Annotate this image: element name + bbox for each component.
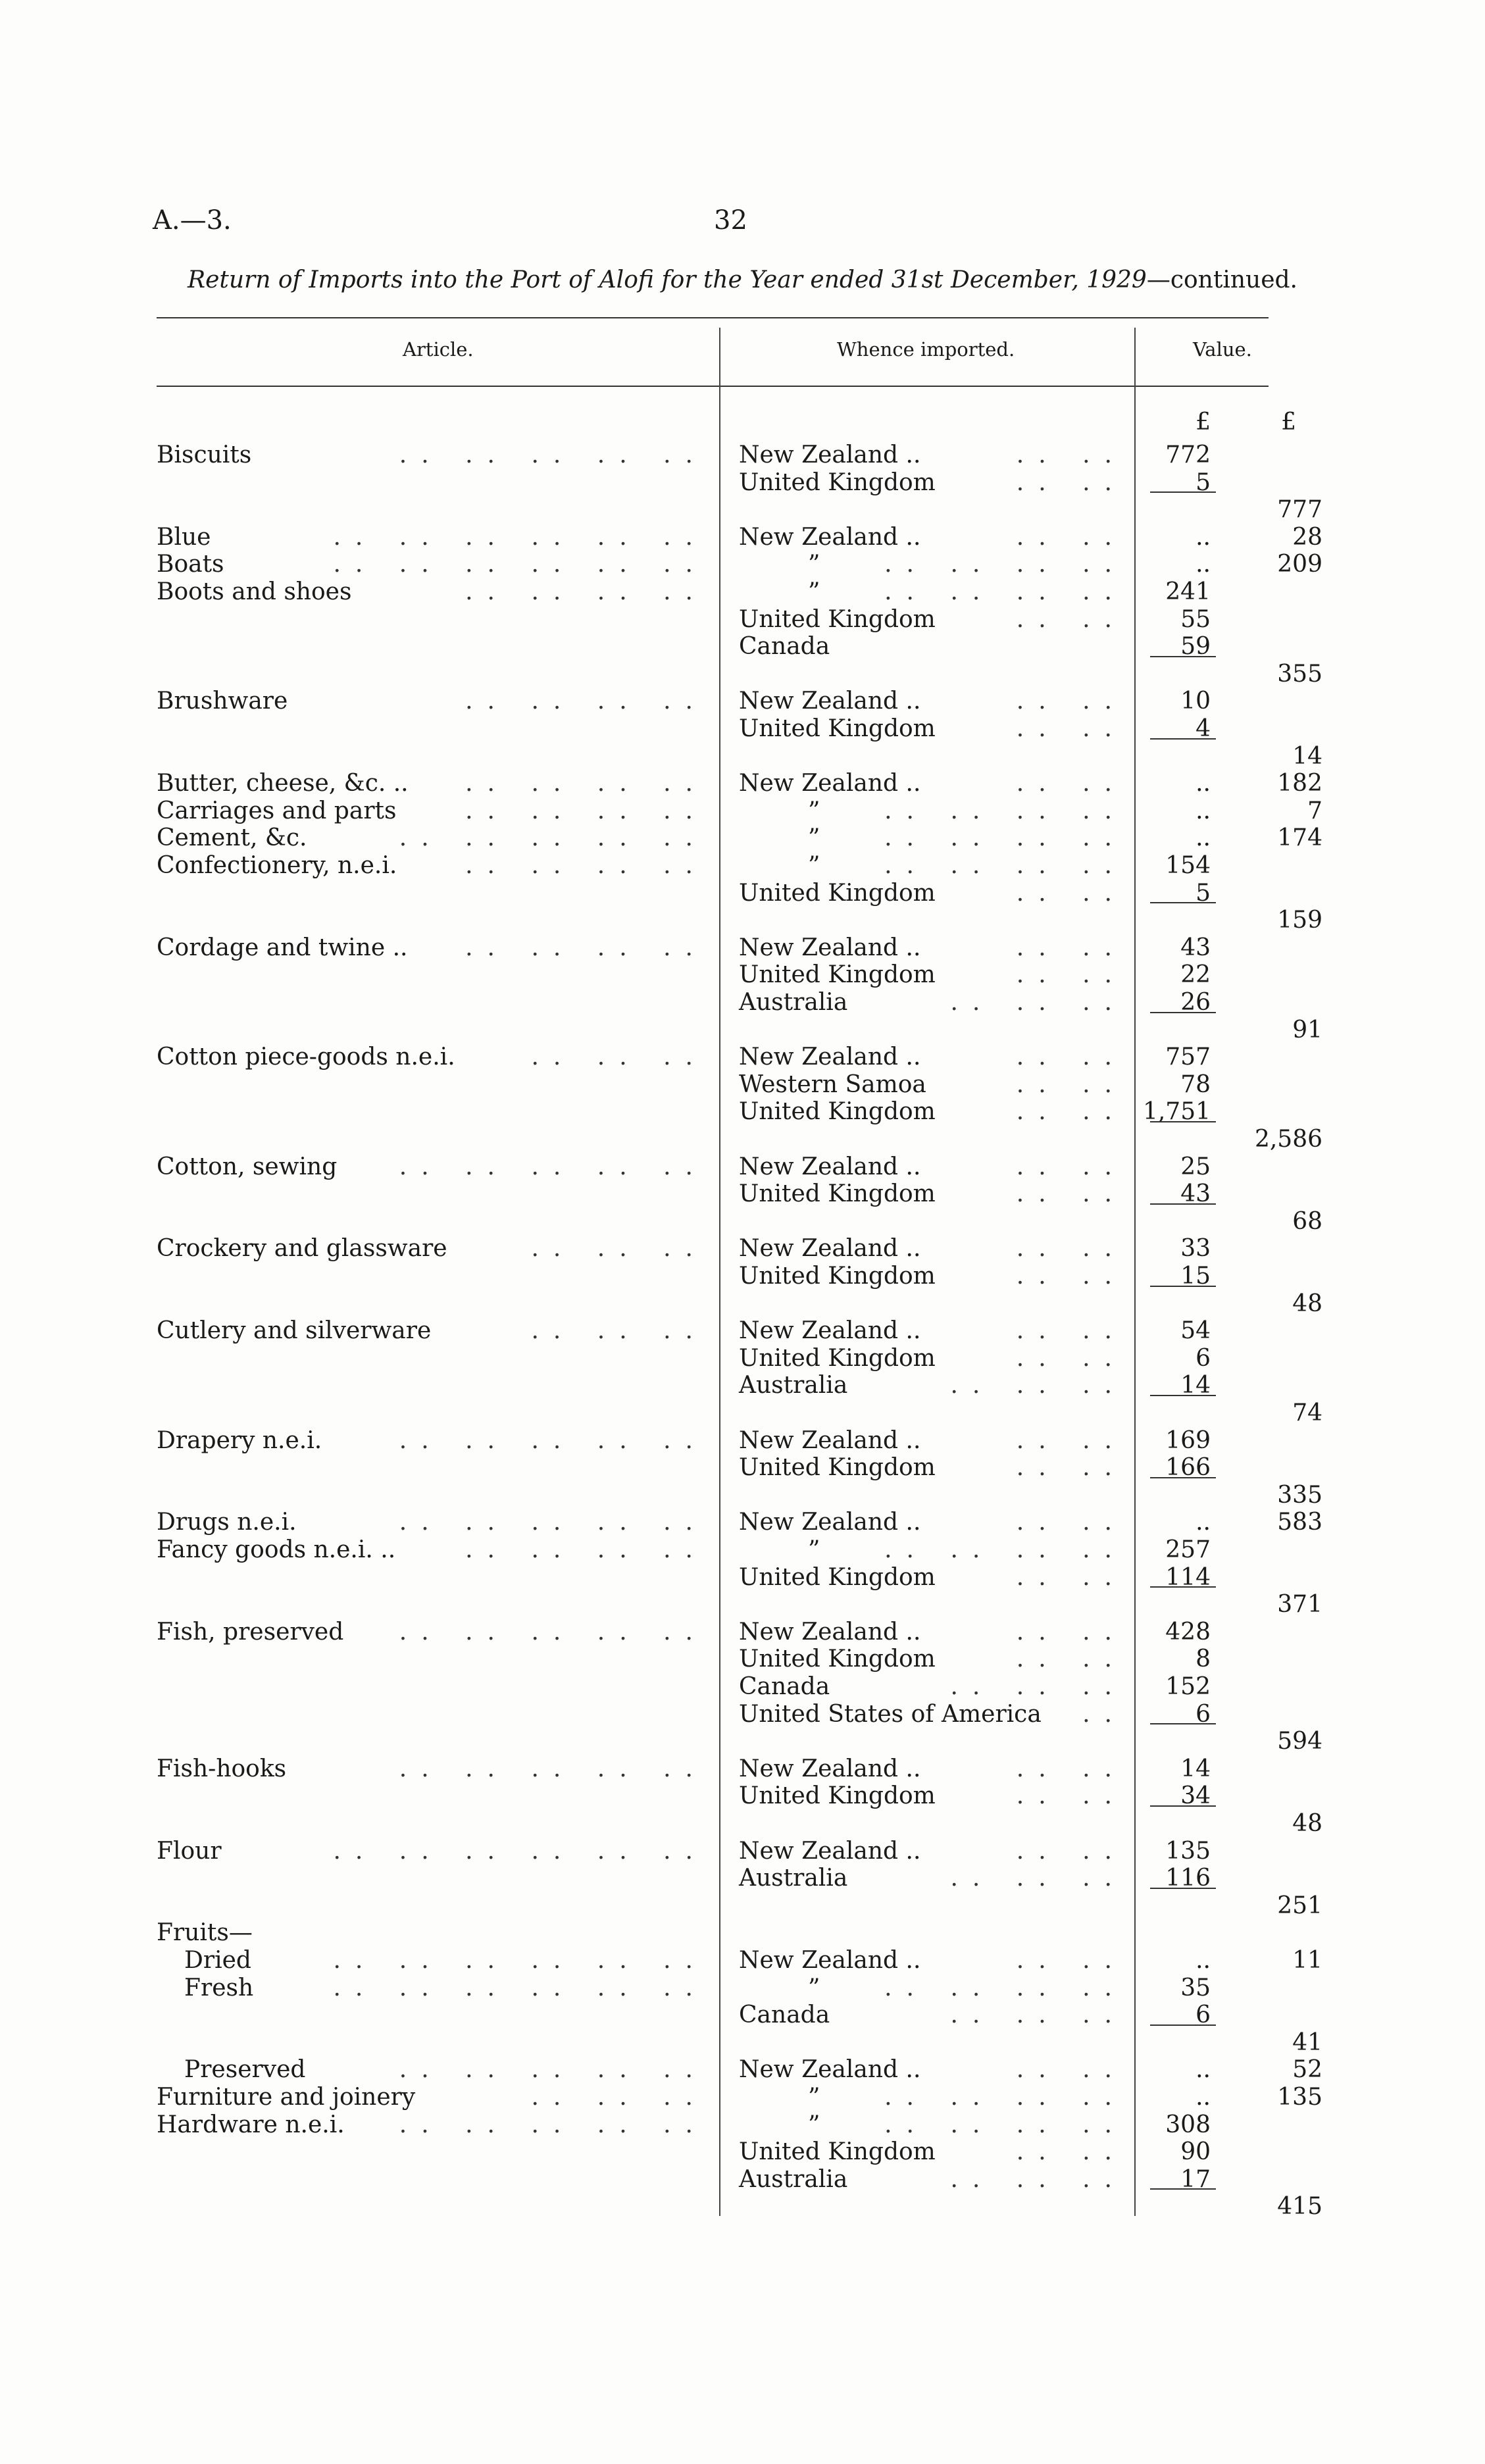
sub-value: .. xyxy=(1196,2084,1211,2111)
sub-value: .. xyxy=(1196,1509,1211,1536)
article-leader-dots: .. .. .. .. .. xyxy=(399,1427,707,1454)
whence-leader-dots: .. .. xyxy=(1016,1427,1126,1454)
total-value: 159 xyxy=(1277,907,1322,934)
whence-leader-dots: .. .. xyxy=(1016,1345,1126,1372)
article-leader-dots: .. .. .. .. xyxy=(465,797,707,824)
total-value: 52 xyxy=(1292,2056,1322,2083)
article-name: Fruits— xyxy=(157,1919,253,1946)
article-name: Hardware n.e.i. xyxy=(157,2111,345,2138)
ditto-mark: ” xyxy=(808,824,820,851)
whence-leader-dots: .. .. .. .. xyxy=(884,2084,1126,2111)
sub-value: 22 xyxy=(1180,961,1211,988)
article-name: Flour xyxy=(157,1838,222,1865)
sub-value: 78 xyxy=(1180,1071,1211,1098)
whence-country: New Zealand .. xyxy=(739,770,921,797)
whence-country: Canada xyxy=(739,2001,830,2028)
document-reference: A.—3. xyxy=(153,205,232,236)
whence-leader-dots: .. .. xyxy=(1016,1098,1126,1125)
whence-country: United Kingdom xyxy=(739,1454,936,1481)
article-name: Carriages and parts xyxy=(157,797,397,824)
whence-leader-dots: .. .. xyxy=(1016,961,1126,988)
sub-value: 14 xyxy=(1180,1372,1211,1399)
total-value: 174 xyxy=(1277,824,1322,851)
total-value: 28 xyxy=(1292,524,1322,551)
whence-country: New Zealand .. xyxy=(739,1619,921,1646)
article-name: Furniture and joinery xyxy=(157,2084,416,2111)
article-name: Preserved xyxy=(184,2056,306,2083)
total-value: 209 xyxy=(1277,551,1322,578)
sub-value: 5 xyxy=(1196,880,1211,907)
article-leader-dots: .. .. .. .. .. xyxy=(399,2111,707,2138)
total-value: 11 xyxy=(1292,1947,1322,1974)
total-value: 777 xyxy=(1277,496,1322,523)
whence-country: Canada xyxy=(739,633,830,660)
sub-value: 14 xyxy=(1180,1755,1211,1782)
column-divider-article xyxy=(719,328,720,2216)
sub-value: .. xyxy=(1196,524,1211,551)
whence-leader-dots: .. .. xyxy=(1016,1153,1126,1180)
whence-leader-dots: .. .. xyxy=(1016,1071,1126,1098)
whence-country: United Kingdom xyxy=(739,1098,936,1125)
whence-country: New Zealand .. xyxy=(739,524,921,551)
subtotal-rule xyxy=(1150,1805,1216,1807)
subtotal-rule xyxy=(1150,1286,1216,1287)
table-title xyxy=(0,266,1485,293)
whence-leader-dots: .. .. xyxy=(1016,770,1126,797)
subtotal-rule xyxy=(1150,738,1216,740)
sub-value: 33 xyxy=(1180,1235,1211,1262)
whence-leader-dots: .. .. .. xyxy=(950,989,1126,1016)
whence-country: United Kingdom xyxy=(739,1263,936,1290)
currency-sub-header: £ xyxy=(1196,409,1211,436)
total-value: 594 xyxy=(1277,1728,1322,1755)
subtotal-rule xyxy=(1150,1395,1216,1396)
whence-country: United Kingdom xyxy=(739,1180,936,1207)
article-name: Dried xyxy=(184,1947,251,1974)
article-name: Fancy goods n.e.i. .. xyxy=(157,1536,396,1563)
sub-value: 55 xyxy=(1180,606,1211,633)
ditto-mark: ” xyxy=(808,2111,820,2138)
sub-value: 26 xyxy=(1180,989,1211,1016)
sub-value: 757 xyxy=(1165,1043,1211,1070)
whence-leader-dots: .. .. xyxy=(1016,1317,1126,1344)
whence-leader-dots: .. .. xyxy=(1016,1180,1126,1207)
ditto-mark: ” xyxy=(808,852,820,879)
whence-country: United Kingdom xyxy=(739,961,936,988)
total-value: 2,586 xyxy=(1254,1126,1322,1153)
article-leader-dots: .. .. .. .. .. xyxy=(399,1755,707,1782)
sub-value: .. xyxy=(1196,797,1211,824)
total-value: 14 xyxy=(1292,743,1322,770)
whence-country: United Kingdom xyxy=(739,2138,936,2165)
sub-value: 116 xyxy=(1165,1865,1211,1892)
subtotal-rule xyxy=(1150,491,1216,493)
whence-leader-dots: .. .. xyxy=(1016,1646,1126,1672)
whence-country: United Kingdom xyxy=(739,606,936,633)
article-name: Boots and shoes xyxy=(157,578,352,605)
whence-leader-dots: .. .. .. .. xyxy=(884,1536,1126,1563)
whence-leader-dots: .. .. .. .. xyxy=(884,578,1126,605)
article-name: Drugs n.e.i. xyxy=(157,1509,297,1536)
column-header-value: Value. xyxy=(1193,338,1252,361)
sub-value: 257 xyxy=(1165,1536,1211,1563)
article-leader-dots: .. .. .. xyxy=(531,2084,707,2111)
total-value: 68 xyxy=(1292,1208,1322,1235)
whence-leader-dots: .. .. .. .. xyxy=(884,2111,1126,2138)
sub-value: 54 xyxy=(1180,1317,1211,1344)
article-leader-dots: .. .. .. xyxy=(531,1317,707,1344)
article-name: Fish-hooks xyxy=(157,1755,287,1782)
whence-leader-dots: .. .. xyxy=(1016,1564,1126,1591)
sub-value: .. xyxy=(1196,824,1211,851)
whence-leader-dots: .. .. xyxy=(1016,715,1126,742)
sub-value: 241 xyxy=(1165,578,1211,605)
sub-value: 114 xyxy=(1165,1564,1211,1591)
sub-value: .. xyxy=(1196,1947,1211,1974)
article-name: Drapery n.e.i. xyxy=(157,1427,322,1454)
total-value: 135 xyxy=(1277,2084,1322,2111)
whence-country: United Kingdom xyxy=(739,1564,936,1591)
article-leader-dots: .. .. .. .. .. xyxy=(399,824,707,851)
subtotal-rule xyxy=(1150,1586,1216,1588)
subtotal-rule xyxy=(1150,1203,1216,1205)
sub-value: 59 xyxy=(1180,633,1211,660)
article-leader-dots: .. .. .. .. xyxy=(465,934,707,961)
whence-country: United States of America xyxy=(739,1701,1042,1728)
subtotal-rule xyxy=(1150,1477,1216,1478)
article-name: Fish, preserved xyxy=(157,1619,344,1646)
article-name: Biscuits xyxy=(157,441,252,468)
total-value: 91 xyxy=(1292,1017,1322,1043)
sub-value: 169 xyxy=(1165,1427,1211,1454)
article-name: Fresh xyxy=(184,1974,254,2001)
article-leader-dots: .. .. .. .. .. .. xyxy=(333,1974,707,2001)
whence-country: New Zealand .. xyxy=(739,1509,921,1536)
sub-value: 43 xyxy=(1180,1180,1211,1207)
article-leader-dots: .. .. .. .. .. xyxy=(399,1153,707,1180)
article-leader-dots: .. .. .. .. xyxy=(465,852,707,879)
article-name: Butter, cheese, &c. .. xyxy=(157,770,409,797)
article-leader-dots: .. .. .. .. .. .. xyxy=(333,1947,707,1974)
whence-country: New Zealand .. xyxy=(739,934,921,961)
whence-leader-dots: .. .. xyxy=(1016,2056,1126,2083)
sub-value: 154 xyxy=(1165,852,1211,879)
total-value: 48 xyxy=(1292,1290,1322,1317)
sub-value: 43 xyxy=(1180,934,1211,961)
total-value: 371 xyxy=(1277,1591,1322,1618)
whence-leader-dots: .. .. .. xyxy=(950,1673,1126,1700)
title-main: Return of Imports into the Port of Alofi for the Year ended 31st December, 1929 xyxy=(187,266,1147,293)
article-leader-dots: .. .. .. .. .. xyxy=(399,2056,707,2083)
title-suffix: —continued. xyxy=(1146,266,1297,293)
whence-leader-dots: .. .. xyxy=(1016,688,1126,715)
subtotal-rule xyxy=(1150,1888,1216,1889)
whence-country: Australia xyxy=(739,2166,848,2193)
sub-value: 135 xyxy=(1165,1838,1211,1865)
article-leader-dots: .. .. .. .. xyxy=(465,1536,707,1563)
whence-country: New Zealand .. xyxy=(739,1427,921,1454)
sub-value: 15 xyxy=(1180,1263,1211,1290)
column-divider-whence xyxy=(1134,328,1136,2216)
whence-country: New Zealand .. xyxy=(739,688,921,715)
total-value: 7 xyxy=(1307,797,1322,824)
total-value: 335 xyxy=(1277,1482,1322,1509)
whence-country: New Zealand .. xyxy=(739,1947,921,1974)
whence-leader-dots: .. .. .. .. xyxy=(884,852,1126,879)
whence-leader-dots: .. .. xyxy=(1016,1782,1126,1809)
total-value: 251 xyxy=(1277,1892,1322,1919)
whence-leader-dots: .. .. xyxy=(1016,880,1126,907)
article-name: Blue xyxy=(157,524,211,551)
whence-country: New Zealand .. xyxy=(739,1153,921,1180)
article-leader-dots: .. .. .. .. xyxy=(465,578,707,605)
total-value: 74 xyxy=(1292,1399,1322,1426)
total-value: 41 xyxy=(1292,2029,1322,2056)
whence-country: United Kingdom xyxy=(739,715,936,742)
sub-value: 90 xyxy=(1180,2138,1211,2165)
whence-leader-dots: .. .. .. xyxy=(950,2001,1126,2028)
article-name: Crockery and glassware xyxy=(157,1235,447,1262)
sub-value: 6 xyxy=(1196,1701,1211,1728)
article-name: Cutlery and silverware xyxy=(157,1317,432,1344)
whence-country: Canada xyxy=(739,1673,830,1700)
sub-value: 6 xyxy=(1196,1345,1211,1372)
total-value: 583 xyxy=(1277,1509,1322,1536)
subtotal-rule xyxy=(1150,1012,1216,1013)
ditto-mark: ” xyxy=(808,2084,820,2111)
whence-country: New Zealand .. xyxy=(739,1043,921,1070)
subtotal-rule xyxy=(1150,656,1216,657)
article-name: Confectionery, n.e.i. xyxy=(157,852,397,879)
sub-value: 5 xyxy=(1196,469,1211,496)
subtotal-rule xyxy=(1150,2024,1216,2026)
whence-leader-dots: .. .. xyxy=(1016,441,1126,468)
whence-leader-dots: .. xyxy=(1082,1701,1126,1728)
article-leader-dots: .. .. .. .. .. .. xyxy=(333,1838,707,1865)
sub-value: 1,751 xyxy=(1142,1098,1211,1125)
whence-leader-dots: .. .. .. xyxy=(950,2166,1126,2193)
whence-leader-dots: .. .. .. xyxy=(950,1865,1126,1892)
sub-value: 6 xyxy=(1196,2001,1211,2028)
table-header-rule xyxy=(157,386,1269,387)
subtotal-rule xyxy=(1150,1121,1216,1122)
article-leader-dots: .. .. .. .. .. xyxy=(399,1619,707,1646)
article-leader-dots: .. .. .. .. .. xyxy=(399,1509,707,1536)
table-top-rule xyxy=(157,317,1269,318)
ditto-mark: ” xyxy=(808,797,820,824)
subtotal-rule xyxy=(1150,2188,1216,2190)
whence-leader-dots: .. .. xyxy=(1016,1947,1126,1974)
whence-leader-dots: .. .. xyxy=(1016,1454,1126,1481)
whence-country: United Kingdom xyxy=(739,1345,936,1372)
column-header-whence: Whence imported. xyxy=(837,338,1015,361)
whence-country: New Zealand .. xyxy=(739,1755,921,1782)
whence-leader-dots: .. .. xyxy=(1016,1755,1126,1782)
sub-value: 17 xyxy=(1180,2166,1211,2193)
whence-leader-dots: .. .. xyxy=(1016,1263,1126,1290)
sub-value: .. xyxy=(1196,2056,1211,2083)
total-value: 355 xyxy=(1277,661,1322,688)
page-number: 32 xyxy=(714,205,747,236)
whence-leader-dots: .. .. xyxy=(1016,1235,1126,1262)
whence-country: Western Samoa xyxy=(739,1071,926,1098)
sub-value: 308 xyxy=(1165,2111,1211,2138)
whence-leader-dots: .. .. .. .. xyxy=(884,824,1126,851)
currency-total-header: £ xyxy=(1281,409,1296,436)
article-leader-dots: .. .. .. .. xyxy=(465,688,707,715)
whence-country: United Kingdom xyxy=(739,1782,936,1809)
whence-country: New Zealand .. xyxy=(739,1235,921,1262)
total-value: 182 xyxy=(1277,770,1322,797)
article-name: Cotton piece-goods n.e.i. xyxy=(157,1043,455,1070)
sub-value: .. xyxy=(1196,551,1211,578)
whence-country: New Zealand .. xyxy=(739,1838,921,1865)
sub-value: 10 xyxy=(1180,688,1211,715)
whence-country: United Kingdom xyxy=(739,880,936,907)
ditto-mark: ” xyxy=(808,578,820,605)
column-header-article: Article. xyxy=(403,338,474,361)
whence-leader-dots: .. .. xyxy=(1016,469,1126,496)
article-leader-dots: .. .. .. xyxy=(531,1043,707,1070)
total-value: 415 xyxy=(1277,2193,1322,2220)
whence-country: New Zealand .. xyxy=(739,2056,921,2083)
total-value: 48 xyxy=(1292,1810,1322,1837)
whence-leader-dots: .. .. .. .. xyxy=(884,797,1126,824)
sub-value: 772 xyxy=(1165,441,1211,468)
ditto-mark: ” xyxy=(808,1974,820,2001)
subtotal-rule xyxy=(1150,902,1216,903)
whence-country: New Zealand .. xyxy=(739,441,921,468)
whence-leader-dots: .. .. .. xyxy=(950,1372,1126,1399)
sub-value: 4 xyxy=(1196,715,1211,742)
article-leader-dots: .. .. .. .. .. .. xyxy=(333,551,707,578)
whence-country: Australia xyxy=(739,989,848,1016)
whence-leader-dots: .. .. xyxy=(1016,606,1126,633)
whence-leader-dots: .. .. xyxy=(1016,1509,1126,1536)
sub-value: 25 xyxy=(1180,1153,1211,1180)
sub-value: 35 xyxy=(1180,1974,1211,2001)
article-leader-dots: .. .. .. .. xyxy=(465,770,707,797)
whence-leader-dots: .. .. xyxy=(1016,934,1126,961)
subtotal-rule xyxy=(1150,1723,1216,1724)
sub-value: 428 xyxy=(1165,1619,1211,1646)
ditto-mark: ” xyxy=(808,1536,820,1563)
whence-country: Australia xyxy=(739,1865,848,1892)
sub-value: 152 xyxy=(1165,1673,1211,1700)
whence-country: New Zealand .. xyxy=(739,1317,921,1344)
sub-value: 166 xyxy=(1165,1454,1211,1481)
whence-country: Australia xyxy=(739,1372,848,1399)
whence-leader-dots: .. .. .. .. xyxy=(884,551,1126,578)
article-name: Cotton, sewing xyxy=(157,1153,338,1180)
sub-value: 8 xyxy=(1196,1646,1211,1672)
whence-leader-dots: .. .. xyxy=(1016,1838,1126,1865)
whence-country: United Kingdom xyxy=(739,469,936,496)
whence-leader-dots: .. .. xyxy=(1016,1043,1126,1070)
whence-leader-dots: .. .. xyxy=(1016,524,1126,551)
sub-value: .. xyxy=(1196,770,1211,797)
whence-leader-dots: .. .. xyxy=(1016,2138,1126,2165)
whence-leader-dots: .. .. .. .. xyxy=(884,1974,1126,2001)
article-name: Boats xyxy=(157,551,224,578)
whence-leader-dots: .. .. xyxy=(1016,1619,1126,1646)
ditto-mark: ” xyxy=(808,551,820,578)
whence-country: United Kingdom xyxy=(739,1646,936,1672)
article-name: Cordage and twine .. xyxy=(157,934,408,961)
article-leader-dots: .. .. .. xyxy=(531,1235,707,1262)
sub-value: 34 xyxy=(1180,1782,1211,1809)
article-name: Brushware xyxy=(157,688,288,715)
article-name: Cement, &c. xyxy=(157,824,307,851)
article-leader-dots: .. .. .. .. .. xyxy=(399,441,707,468)
article-leader-dots: .. .. .. .. .. .. xyxy=(333,524,707,551)
